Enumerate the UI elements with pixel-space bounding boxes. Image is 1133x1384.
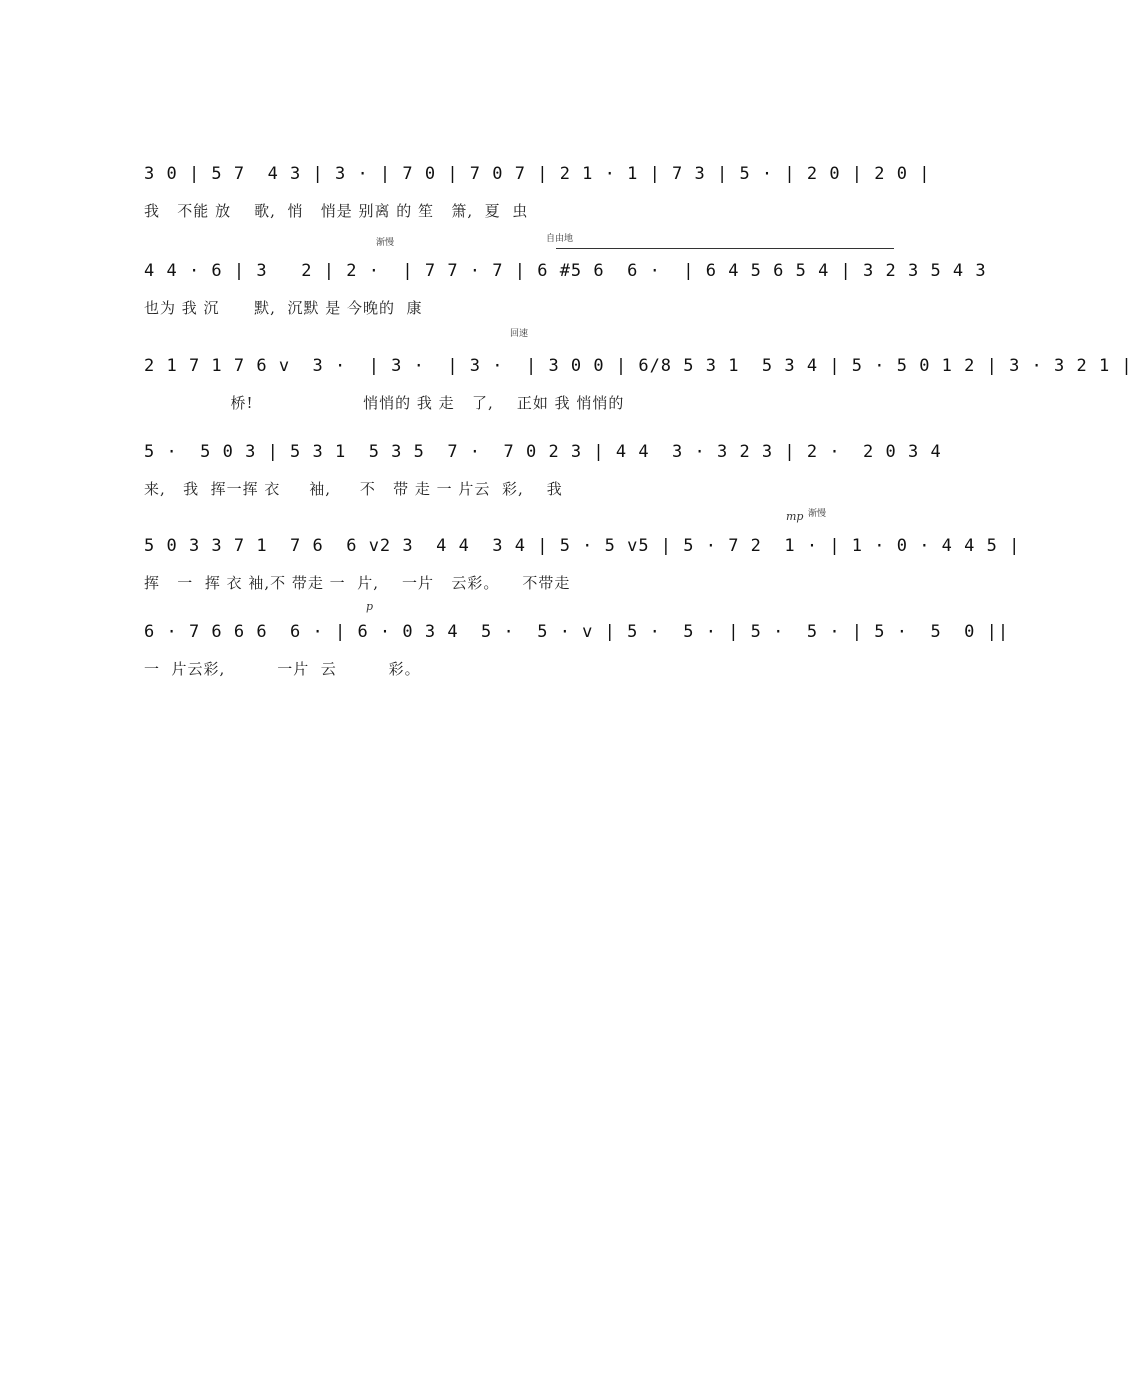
dynamic-marking: mp [786,510,804,523]
lyrics-line: 我 不能 放 歌, 悄 悄是 别离 的 笙 箫, 夏 虫 [144,202,529,220]
lyrics-line: 挥 一 挥 衣 袖,不 带走 一 片, 一片 云彩。 不带走 [144,574,571,592]
notation-line: 3 0 | 5 7 4 3 | 3 · | 7 0 | 7 0 7 | 2 1 · 1 | 7 3 | 5 · | 2 0 | 2 0 | [144,164,931,184]
notation-line: 5 · 5 0 3 | 5 3 1 5 3 5 7 · 7 0 2 3 | 4 4 3 · 3 2 3 | 2 · 2 0 3 4 [144,442,942,462]
lyrics-line: 桥! 悄悄的 我 走 了, 正如 我 悄悄的 [144,394,625,412]
tempo-marking: 渐慢 [808,509,827,519]
notation-line: 5 0 3 3 7 1 7 6 6 v2 3 4 4 3 4 | 5 · 5 v5 | 5 · 7 2 1 · | 1 · 0 · 4 4 5 | [144,536,1021,556]
lyrics-line: 一 片云彩, 一片 云 彩。 [144,660,421,678]
notation-line: 4 4 · 6 | 3 2 | 2 · | 7 7 · 7 | 6 #5 6 6 · | 6 4 5 6 5 4 | 3 2 3 5 4 3 [144,261,987,281]
notation-line: 6 · 7 6 6 6 6 · | 6 · 0 3 4 5 · 5 · v | 5 · 5 · | 5 · 5 · | 5 · 5 0 || [144,622,1010,642]
notation-line: 2 1 7 1 7 6 v 3 · | 3 · | 3 · | 3 0 0 | 6/8 5 3 1 5 3 4 | 5 · 5 0 1 2 | 3 · 3 2 1 | [144,356,1133,376]
tempo-marking: 渐慢 [376,238,395,248]
lyrics-line: 也为 我 沉 默, 沉默 是 今晚的 康 [144,299,423,317]
tempo-marking: 自由地 [546,234,574,244]
tempo-marking: 回速 [510,329,529,339]
dynamic-marking: p [366,600,374,613]
lyrics-line: 来, 我 挥一挥 衣 袖, 不 带 走 一 片云 彩, 我 [144,480,563,498]
free-tempo-bracket [556,248,894,249]
